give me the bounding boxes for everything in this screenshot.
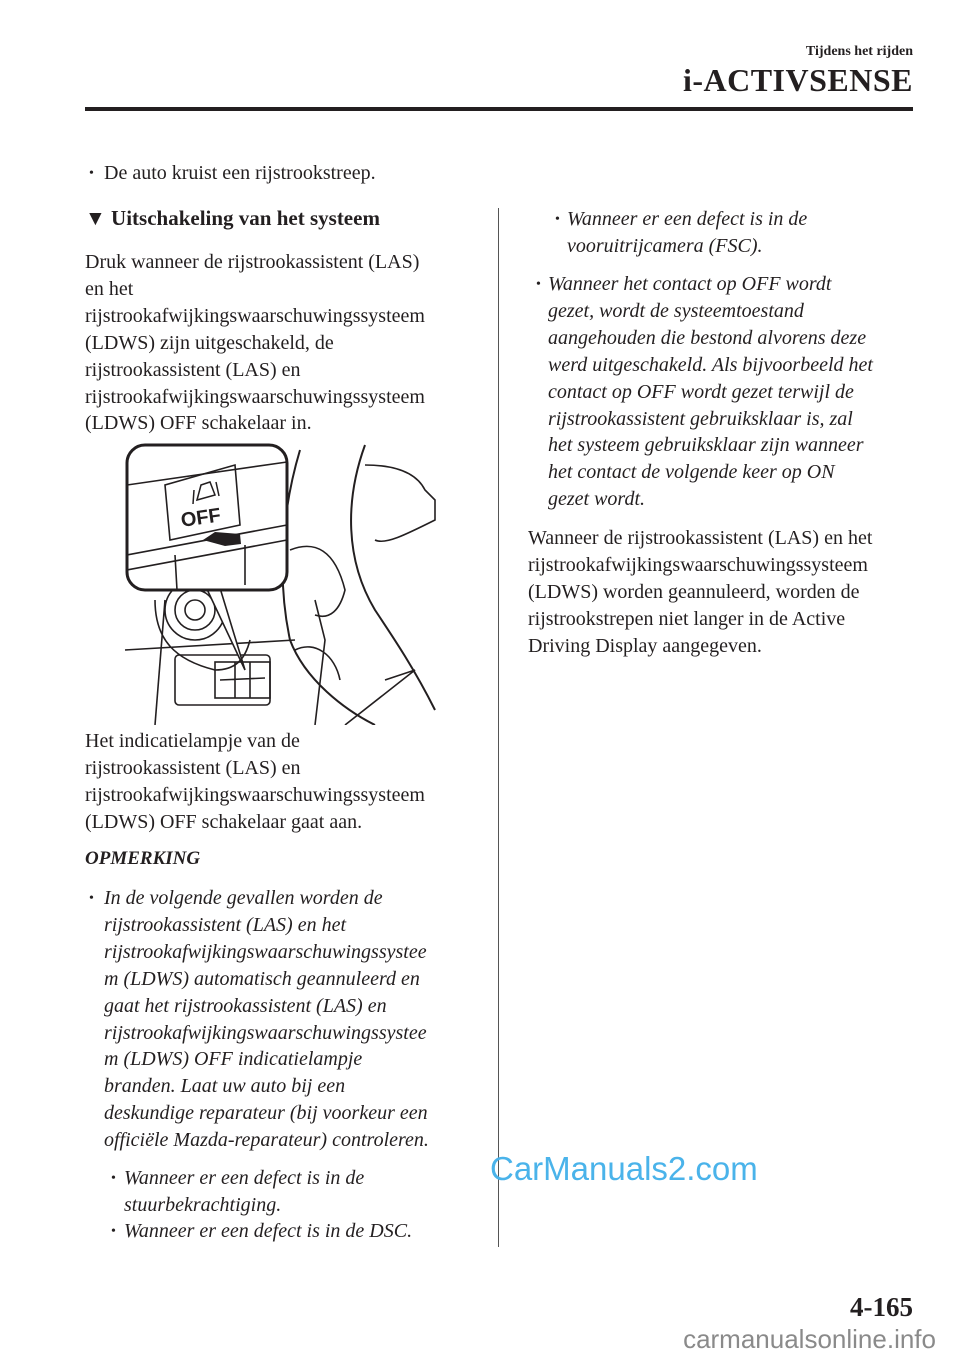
text-line: (LDWS) OFF schakelaar in.: [85, 412, 312, 435]
bullet-icon: •: [111, 1224, 116, 1239]
text-line: (LDWS) worden geannuleerd, worden de: [528, 580, 860, 603]
section-heading: ▼ Uitschakeling van het systeem: [85, 206, 380, 230]
text-line: en het: [85, 277, 134, 300]
text-line: Wanneer er een defect is in de: [567, 208, 808, 230]
text-line: (LDWS) zijn uitgeschakeld, de: [85, 331, 334, 354]
text-line: aangehouden die bestond alvorens deze: [548, 326, 867, 349]
bullet-icon: •: [555, 212, 560, 227]
text-line: Wanneer de rijstrookassistent (LAS) en het: [528, 527, 873, 549]
bullet-icon: •: [536, 277, 541, 292]
text-line: het contact de volgende keer op ON: [548, 461, 835, 484]
text-line: rijstrookassistent (LAS) en: [85, 756, 301, 779]
watermark-carmanualsonline: carmanualsonline.info: [683, 1324, 936, 1354]
text-line: het systeem gebruiksklaar zijn wanneer: [548, 434, 864, 457]
note-sub-bullet-2: [124, 1218, 412, 1245]
paragraph-1: [85, 249, 425, 437]
note-bullet-2: [548, 271, 873, 513]
text-line: rijstrookafwijkingswaarschuwingssysteem: [85, 783, 425, 806]
text-line: Wanneer er een defect is in de: [124, 1167, 365, 1189]
bullet-icon: •: [89, 166, 94, 181]
text-line: rijstrookafwijkingswaarschuwingssystee: [104, 1021, 427, 1044]
las-off-switch-illustration: [115, 440, 445, 725]
text-line: De auto kruist een rijstrookstreep.: [104, 162, 376, 184]
column-divider: [498, 208, 499, 1247]
text-line: gaat het rijstrookassistent (LAS) en: [104, 994, 387, 1017]
text-line: rijstrookafwijkingswaarschuwingssysteem: [528, 553, 868, 576]
text-line: gezet wordt.: [548, 488, 646, 511]
text-line: branden. Laat uw auto bij een: [104, 1075, 346, 1098]
page-number: 4-165: [850, 1292, 913, 1322]
text-line: werd uitgeschakeld. Als bijvoorbeeld het: [548, 353, 873, 376]
text-line: rijstrookafwijkingswaarschuwingssystee: [104, 940, 427, 963]
text-line: In de volgende gevallen worden de: [104, 887, 383, 909]
text-line: Wanneer het contact op OFF wordt: [548, 273, 832, 295]
text-line: (LDWS) OFF schakelaar gaat aan.: [85, 810, 363, 833]
text-line: rijstrookassistent (LAS) en het: [104, 913, 347, 936]
header-rule: [85, 107, 913, 111]
note-title: OPMERKING: [85, 848, 201, 869]
text-line: rijstrookassistent gebruiksklaar is, zal: [548, 407, 853, 430]
bullet-icon: •: [111, 1171, 116, 1186]
text-line: m (LDWS) automatisch geannuleerd en: [104, 967, 420, 990]
text-line: deskundige reparateur (bij voorkeur een: [104, 1102, 428, 1125]
note-sub-bullet-1: [124, 1165, 364, 1219]
bullet-icon: •: [89, 891, 94, 906]
text-line: contact op OFF wordt gezet terwijl de: [548, 380, 854, 403]
text-line: rijstrookafwijkingswaarschuwingssysteem: [85, 385, 425, 408]
text-line: Druk wanneer de rijstrookassistent (LAS): [85, 251, 420, 273]
text-line: officiële Mazda-reparateur) controleren.: [104, 1129, 429, 1152]
text-line: gezet, wordt de systeemtoestand: [548, 299, 804, 322]
note-sub-bullet-3: [567, 206, 807, 260]
paragraph-3: [528, 525, 872, 660]
note-bullet: [104, 885, 429, 1154]
text-line: rijstrookassistent (LAS) en: [85, 358, 301, 381]
text-line: stuurbekrachtiging.: [124, 1193, 282, 1216]
text-line: m (LDWS) OFF indicatielampje: [104, 1048, 363, 1071]
text-line: Driving Display aangegeven.: [528, 634, 762, 657]
off-label: OFF: [179, 504, 223, 532]
text-line: rijstrookafwijkingswaarschuwingssysteem: [85, 304, 425, 327]
chapter-title: i-ACTIVSENSE: [682, 62, 913, 98]
text-line: Wanneer er een defect is in de DSC.: [124, 1220, 413, 1242]
text-line: Het indicatielampje van de: [85, 730, 300, 752]
top-bullet-text: [104, 160, 376, 187]
text-line: rijstrookstrepen niet langer in de Active: [528, 607, 846, 630]
text-line: vooruitrijcamera (FSC).: [567, 234, 763, 257]
section-title: Tijdens het rijden: [805, 44, 913, 59]
paragraph-2: [85, 728, 425, 836]
watermark-carmanuals2: CarManuals2.com: [490, 1150, 758, 1187]
